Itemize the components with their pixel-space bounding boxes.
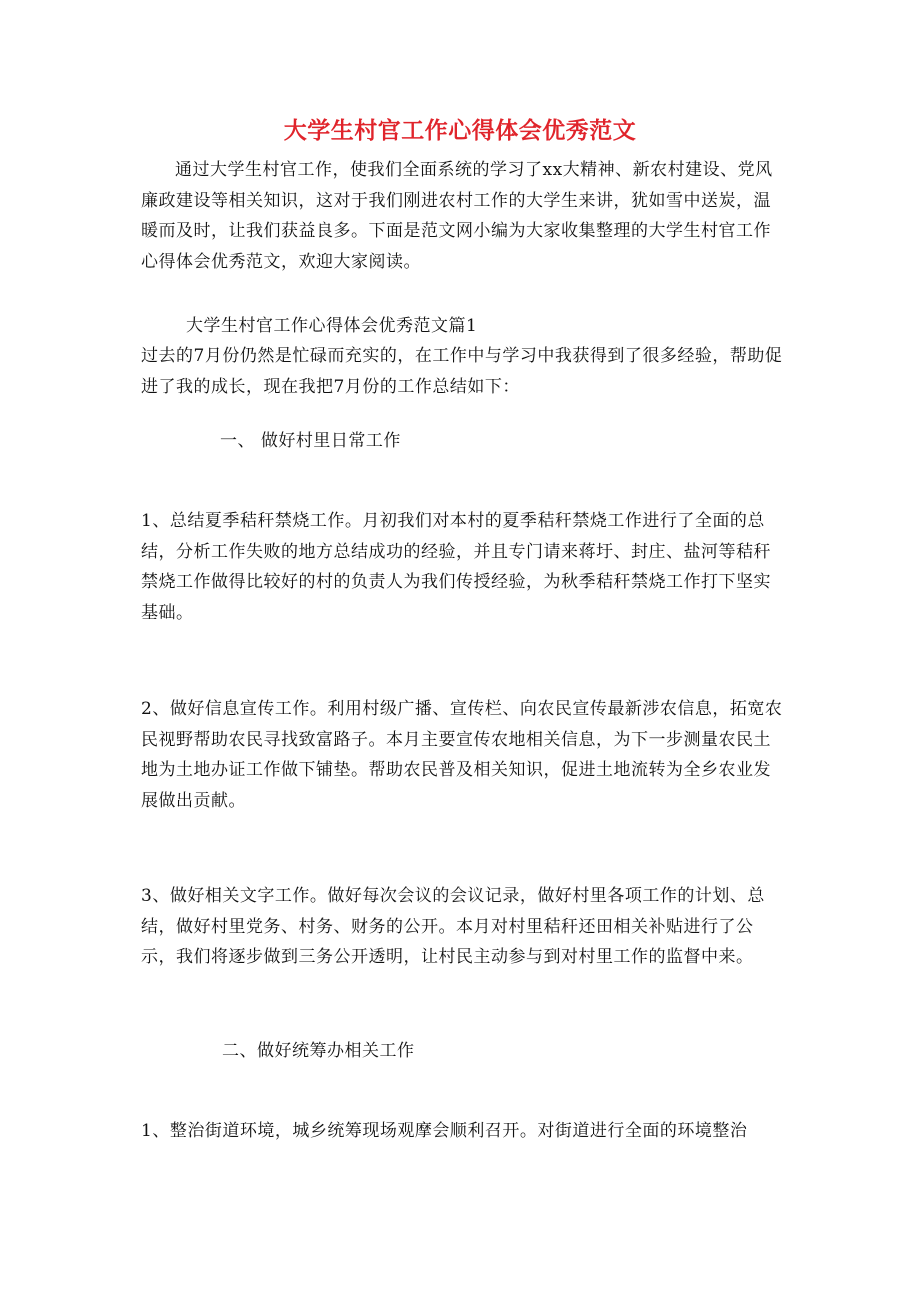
section-1-heading: 一、 做好村里日常工作 xyxy=(220,431,401,451)
section-2-item-1: 1、整治街道环境，城乡统筹现场观摩会顺利召开。对街道进行全面的环境整治 xyxy=(141,1121,748,1141)
section-1-item-1: 1、总结夏季秸秆禁烧工作。月初我们对本村的夏季秸秆禁烧工作进行了全面的总结，分析工作失败的地方总结成功的经验，并且专门请来蒋圩、封庄、盐河等秸秆禁烧工作做得比较好的村的负责人为我们传授经验，为秋季秸秆禁烧工作打下坚实基础。 xyxy=(141,511,771,623)
intro-paragraph: 通过大学生村官工作，使我们全面系统的学习了xx大精神、新农村建设、党风廉政建设等相关知识，这对于我们刚进农村工作的大学生来讲，犹如雪中送炭，温暖而及时，让我们获益良多。下面是范文网小编为大家收集整理的大学生村官工作心得体会优秀范文，欢迎大家阅读。 xyxy=(141,160,773,272)
section-1-item-3: 3、做好相关文字工作。做好每次会议的会议记录，做好村里各项工作的计划、总结，做好村里党务、村务、财务的公开。本月对村里秸秆还田相关补贴进行了公示，我们将逐步做到三务公开透明，让村民主动参与到对村里工作的监督中来。 xyxy=(141,886,765,967)
section-2-heading: 二、做好统筹办相关工作 xyxy=(222,1041,415,1061)
opening-paragraph: 过去的7月份仍然是忙碌而充实的，在工作中与学习中我获得到了很多经验，帮助促进了我的成长，现在我把7月份的工作总结如下： xyxy=(141,346,783,397)
essay-heading: 大学生村官工作心得体会优秀范文篇1 xyxy=(186,316,478,336)
section-1-item-2: 2、做好信息宣传工作。利用村级广播、宣传栏、向农民宣传最新涉农信息，拓宽农民视野帮助农民寻找致富路子。本月主要宣传农地相关信息，为下一步测量农民土地为土地办证工作做下铺垫。帮助农民普及相关知识，促进土地流转为全乡农业发展做出贡献。 xyxy=(141,699,783,811)
document-title: 大学生村官工作心得体会优秀范文 xyxy=(283,118,637,144)
